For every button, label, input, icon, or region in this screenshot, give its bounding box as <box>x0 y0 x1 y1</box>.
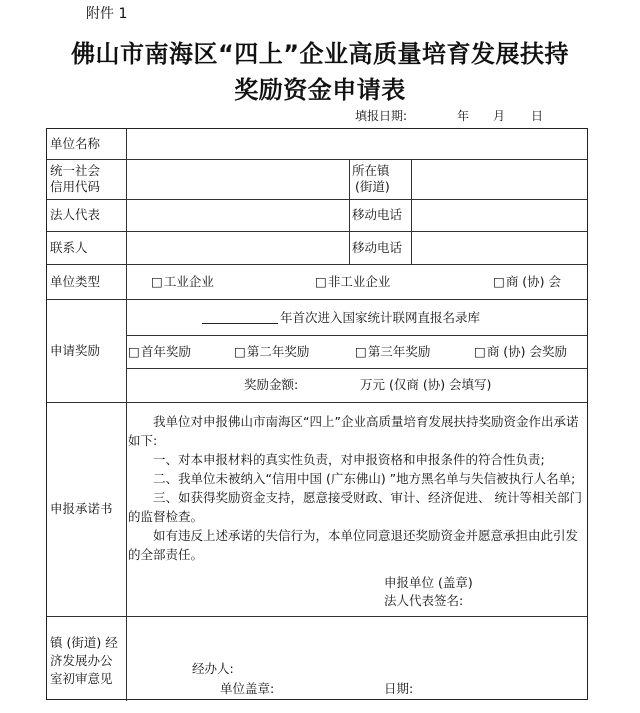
row-divider <box>126 368 587 369</box>
mobile-phone-input-2[interactable] <box>412 232 587 264</box>
award-amount-label: 奖励金额: <box>244 377 299 392</box>
first-entry-year-line <box>202 310 480 326</box>
credit-code-label-2: 信用代码 <box>50 179 101 194</box>
row-divider <box>47 402 587 403</box>
applicant-seal-label: 申报单位 (盖章) <box>384 575 473 590</box>
commitment-label: 申报承诺书 <box>50 501 113 516</box>
award-association-checkbox[interactable]: □ 商 (协) 会奖励 <box>474 344 567 360</box>
town-input[interactable] <box>412 160 587 199</box>
fill-date-label: 填报日期: <box>355 109 408 123</box>
fill-date-month: 月 <box>493 109 506 123</box>
legal-rep-label: 法人代表 <box>50 207 101 222</box>
town-label-1: 所在镇 <box>352 163 390 178</box>
unit-seal-label: 单位盖章: <box>220 681 275 696</box>
town-label-2: (街道) <box>355 179 390 194</box>
review-label-1: 镇 (街道) 经 <box>50 635 118 650</box>
unit-name-input[interactable] <box>127 129 587 159</box>
unit-type-industrial-checkbox[interactable]: □ 工业企业 <box>151 274 214 290</box>
commitment-item-4: 如有违反上述承诺的失信行为，本单位同意退还奖励资金并愿意承担由此引发的全部责任。 <box>128 528 579 562</box>
unit-type-label: 单位类型 <box>50 274 101 289</box>
credit-code-input[interactable] <box>127 160 349 199</box>
unit-type-nonindustrial-checkbox[interactable]: □ 非工业企业 <box>315 274 390 290</box>
application-form-table <box>46 128 588 700</box>
fill-date-year: 年 <box>457 109 470 123</box>
legal-rep-signature-label: 法人代表签名: <box>384 593 464 608</box>
contact-label: 联系人 <box>50 240 88 255</box>
title-line-1: 佛山市南海区“四上”企业高质量培育发展扶持 <box>70 40 570 68</box>
review-label-2: 济发展办公 <box>50 653 113 668</box>
award-amount-unit: 万元 (仅商 (协) 会填写) <box>360 377 492 392</box>
unit-type-association-checkbox[interactable]: □ 商 (协) 会 <box>493 274 561 290</box>
review-label-3: 室初审意见 <box>50 671 113 686</box>
column-divider <box>349 159 350 264</box>
award-first-year-checkbox[interactable]: □ 首年奖励 <box>128 344 191 360</box>
commitment-item-1: 一、对本申报材料的真实性负责，对申报资格和申报条件的符合性负责; <box>153 452 545 467</box>
title-line-2: 奖励资金申请表 <box>234 76 406 104</box>
fill-date-day: 日 <box>531 109 544 123</box>
row-divider <box>47 616 587 617</box>
attachment-label: 附件 1 <box>86 6 128 22</box>
year-blank[interactable] <box>202 323 278 324</box>
mobile-phone-label-2: 移动电话 <box>352 240 403 255</box>
row-divider <box>126 335 587 336</box>
mobile-phone-label-1: 移动电话 <box>352 207 403 222</box>
row-divider <box>47 299 587 300</box>
legal-rep-input[interactable] <box>127 200 349 231</box>
award-second-year-checkbox[interactable]: □ 第二年奖励 <box>234 344 309 360</box>
row-divider <box>47 264 587 265</box>
award-label: 申请奖励 <box>50 343 101 358</box>
award-third-year-checkbox[interactable]: □ 第三年奖励 <box>355 344 430 360</box>
mobile-phone-input-1[interactable] <box>412 200 587 231</box>
first-entry-year-text: 年首次进入国家统计联网直报名录库 <box>280 310 481 325</box>
commitment-text <box>128 412 588 564</box>
review-date-label: 日期: <box>384 681 414 696</box>
commitment-item-2: 二、我单位未被纳入“信用中国 (广东佛山) ”地方黑名单与失信被执行人名单; <box>153 471 576 486</box>
commitment-intro: 我单位对申报佛山市南海区“四上”企业高质量培育发展扶持奖励资金作出承诺如下: <box>128 414 579 448</box>
contact-input[interactable] <box>127 232 349 264</box>
credit-code-label-1: 统一社会 <box>50 163 101 178</box>
unit-name-label: 单位名称 <box>50 136 101 151</box>
commitment-item-3: 三、如获得奖励资金支持，愿意接受财政、审计、经济促进、 统计等相关部门的监督检查。 <box>128 490 582 524</box>
handler-label: 经办人: <box>192 661 234 676</box>
